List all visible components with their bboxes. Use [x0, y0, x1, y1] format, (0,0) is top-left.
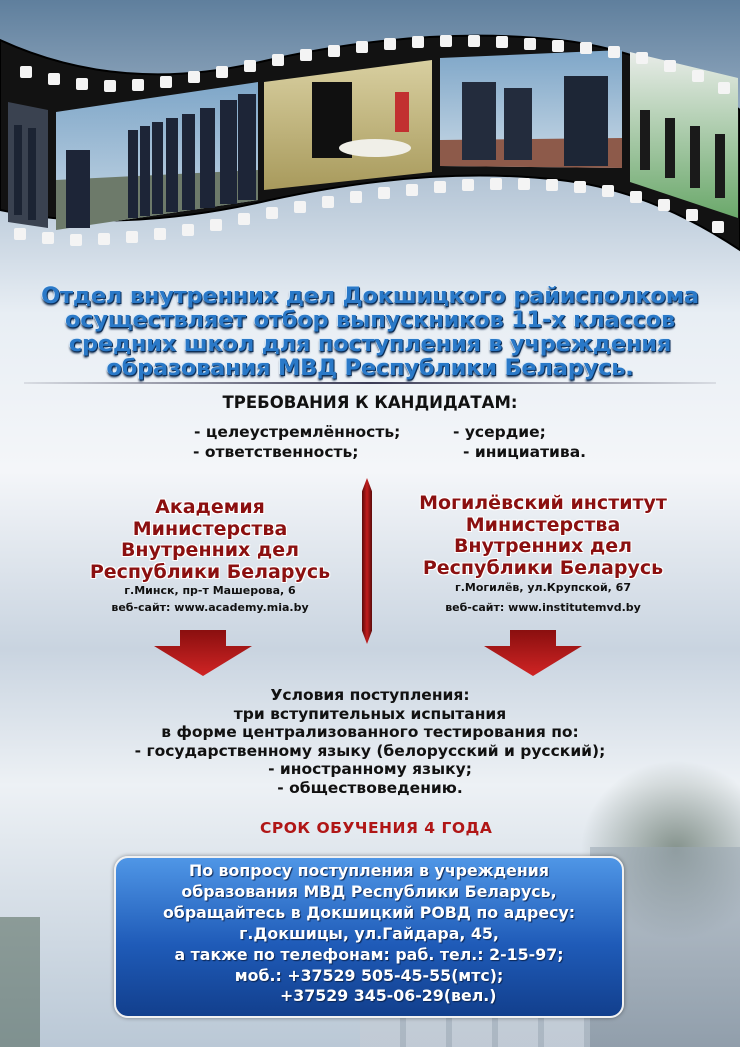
contact-box: [114, 856, 624, 1018]
headline: [20, 284, 720, 380]
institution-academy-website: веб-сайт: www.academy.mia.by: [111, 601, 309, 614]
headline-line: образования МВД Республики Беларусь.: [106, 355, 634, 381]
requirement-item: - целеустремлённость;: [194, 423, 401, 441]
admission-conditions: [0, 686, 740, 798]
contact-line: обращайтесь в Докшицкий РОВД по адресу:: [162, 903, 576, 922]
institution-name-line: Академия: [155, 496, 265, 518]
institution-name-line: Могилёвский институт: [419, 492, 667, 514]
institution-mogilev-name: [378, 493, 708, 579]
conditions-line: - иностранному языку;: [268, 760, 472, 779]
conditions-line: - обществоведению.: [277, 778, 463, 797]
institution-name-line: Республики Беларусь: [89, 560, 331, 583]
headline-line: осуществляет отбор выпускников 11-х классов: [64, 307, 676, 333]
study-term: СРОК ОБУЧЕНИЯ 4 ГОДА: [260, 819, 493, 837]
conditions-line: в форме централизованного тестирования по:: [161, 723, 579, 742]
contact-line: образования МВД Республики Беларусь,: [181, 882, 557, 901]
conditions-line: Условия поступления:: [270, 686, 470, 704]
institution-mogilev-address: г.Могилёв, ул.Крупской, 67: [455, 581, 631, 594]
institution-name-line: Министерства: [465, 513, 621, 536]
institution-name-line: Внутренних дел: [120, 539, 300, 561]
contact-line: а также по телефонам: раб. тел.: 2-15-97;: [174, 945, 564, 964]
contact-line: моб.: +37529 505-45-55(мтс);: [234, 966, 504, 985]
requirements-title: ТРЕБОВАНИЯ К КАНДИДАТАМ:: [222, 393, 518, 412]
institution-academy-address: г.Минск, пр-т Машерова, 6: [124, 584, 296, 597]
conditions-line: - государственному языку (белорусский и русский);: [134, 741, 606, 760]
film-strip: [0, 0, 740, 270]
requirement-item: - ответственность;: [193, 443, 359, 461]
divider-line: [24, 382, 716, 384]
requirement-item: - инициатива.: [463, 443, 587, 461]
photo-frame-4: [440, 50, 622, 168]
arrow-down-icon: [154, 630, 252, 676]
institution-name-line: Министерства: [132, 517, 288, 540]
contact-line: +37529 345-06-29(вел.): [241, 986, 497, 1005]
contact-line: г.Докшицы, ул.Гайдара, 45,: [239, 924, 499, 943]
headline-line: средних школ для поступления в учреждения: [68, 331, 672, 357]
institution-name-line: Внутренних дел: [453, 535, 633, 557]
arrow-down-icon: [484, 630, 582, 676]
requirement-item: - усердие;: [453, 423, 546, 441]
institution-mogilev-website: веб-сайт: www.institutemvd.by: [445, 601, 641, 614]
institution-name-line: Республики Беларусь: [422, 556, 664, 579]
headline-line: Отдел внутренних дел Докшицкого райисполкома: [41, 283, 699, 309]
institution-academy-name: [40, 497, 380, 583]
photo-frame-3: [264, 60, 432, 190]
conditions-line: три вступительных испытания: [233, 704, 507, 723]
background-trees-left: [0, 917, 40, 1047]
photo-frame-1: [8, 102, 48, 228]
contact-line: По вопросу поступления в учреждения: [188, 861, 550, 880]
